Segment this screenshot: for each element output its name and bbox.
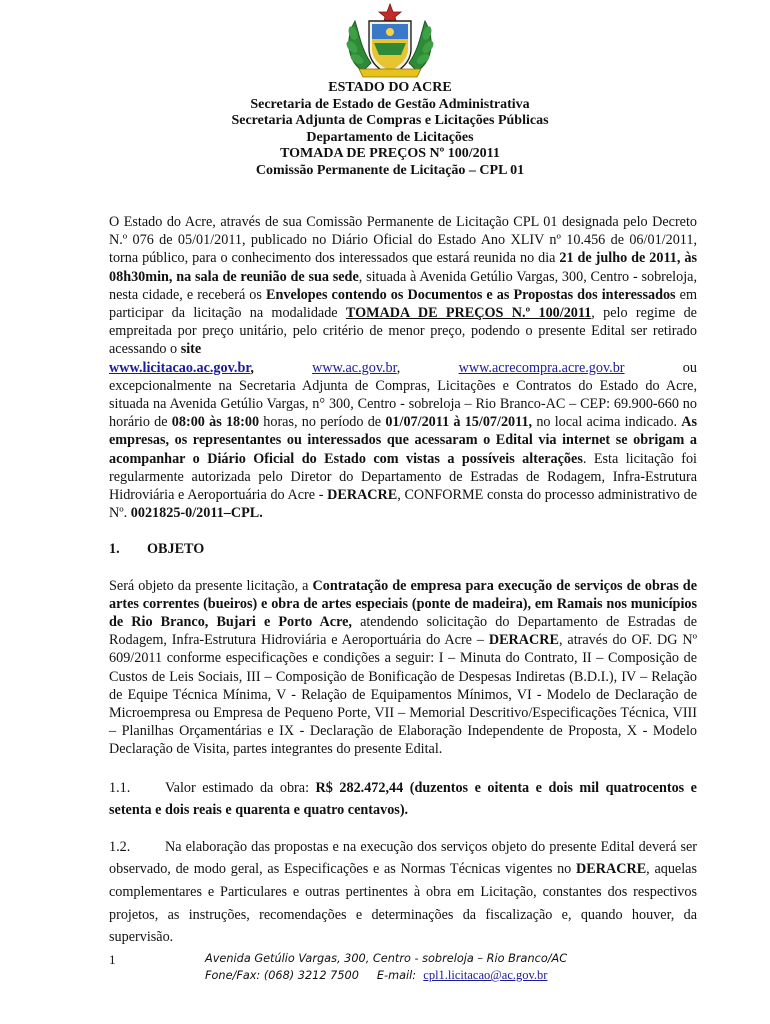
page-number: 1 <box>109 952 116 967</box>
header-state: ESTADO DO ACRE <box>328 80 452 95</box>
section-1-heading: 1. OBJETO <box>109 541 205 558</box>
footer-address: Avenida Getúlio Vargas, 300, Centro - sobreloja – Rio Branco/AC <box>205 952 568 965</box>
item-1-1-paragraph: 1.1. Valor estimado da obra: R$ 282.472,44 (duzentos e oitenta e dois mil quatrocentos e setenta e dois reais e quarenta e quatro centavos). <box>109 779 697 819</box>
footer-contact: Fone/Fax: (068) 3212 7500 E-mail: cpl1.licitacao@ac.gov.br <box>205 968 548 982</box>
header-department: Departamento de Licitações <box>306 129 474 145</box>
link-ac-gov[interactable]: www.ac.gov.br <box>312 359 397 376</box>
header-secretariat: Secretaria de Estado de Gestão Administrativa <box>250 96 530 112</box>
document-header <box>100 80 680 180</box>
item-1-2-paragraph: 1.2. Na elaboração das propostas e na execução dos serviços objeto do presente Edital deverá ser observado, de modo geral, as Especificações e as Normas Técnicas vigentes no DERACRE, aquelas complementares e Particulares e outras pertinentes à obra em Licitação, constantes dos respectivos projetos, as instruções, recomendações e determinações da fiscalização e, quando houver, da supervisão. <box>109 838 697 946</box>
header-tender-title: TOMADA DE PREÇOS Nº 100/2011 <box>280 146 500 162</box>
link-licitacao[interactable]: www.licitacao.ac.gov.br <box>109 359 251 376</box>
footer <box>205 950 567 984</box>
header-commission: Comissão Permanente de Licitação – CPL 01 <box>255 162 525 178</box>
links-line: www.licitacao.ac.gov.br, www.ac.gov.br, www.acrecompra.acre.gov.br ou <box>109 359 697 376</box>
coat-of-arms-icon <box>341 3 439 79</box>
intro-paragraph: O Estado do Acre, através de sua Comissão Permanente de Licitação CPL 01 designada pelo Decreto N.º 076 de 05/01/2011, publicado no Diário Oficial do Estado Ano XLIV nº 10.456 de 06/01/2011, torna público, para o conhecimento dos interessados que estará reunida no dia 21 de julho de 2011, às 08h30min, na sala de reunião de sua sede, situada à Avenida Getúlio Vargas, 300, Centro - sobreloja, nesta cidade, e receberá os Envelopes contendo os Documentos e as Propostas dos interessados em participar da licitação na modalidade TOMADA DE PREÇOS N.º 100/2011, pelo regime de empreitada por preço unitário, pelo critério de menor preço, podendo o presente Edital ser retirado acessando o site www.licitacao.ac.gov.br, www.ac.gov.br, www.acrecompra.acre.gov.br ou excepcionalmente na Secretaria Adjunta de Compras, Licitações e Contratos do Estado do Acre, situada na Avenida Getúlio Vargas, n° 300, Centro - sobreloja – Rio Branco-AC – CEP: 69.900-660 no horário de 08:00 às 18:00 horas, no período de 01/07/2011 à 15/07/2011, no local acima indicado. As empresas, os representantes ou interessados que acessaram o Edital via internet se obrigam a acompanhar o Diário Oficial do Estado com vistas a possíveis alterações. Esta licitação foi regularmente autorizada pelo Diretor do Departamento de Estradas de Rodagem, Infra-Estrutura Hidroviária e Aeroportuária do Acre - DERACRE, CONFORME consta do processo administrativo de Nº. 0021825-0/2011–CPL. <box>109 214 698 522</box>
link-acrecompra[interactable]: www.acrecompra.acre.gov.br <box>458 359 625 376</box>
section-1-paragraph: Será objeto da presente licitação, a Contratação de empresa para execução de serviços de obras de artes correntes (bueiros) e obra de artes especiais (ponte de madeira), em Ramais nos municípios de Rio Branco, Bujari e Porto Acre, atendendo solicitação do Departamento de Estradas de Rodagem, Infra-Estrutura Hidroviária e Aeroportuária do Acre – DERACRE, através do OF. DG Nº 609/2011 conforme especificações e condições a seguir: I – Minuta do Contrato, II – Composição de Custos de Leis Sociais, III – Composição de Bonificação de Despesas Indiretas (B.D.I.), IV – Relação de Equipe Técnica Mínima, V - Relação de Equipamentos Mínimos, VI - Modelo de Declaração de Microempresa ou Empresa de Pequeno Porte, VII – Memorial Descritivo/Especificações Técnica, VIII – Planilhas Orçamentárias e IX - Declaração de Elaboração Independente de Proposta, X - Modelo Declaração de Visita, partes integrantes do presente Edital. <box>109 577 697 758</box>
footer-email-link[interactable]: cpl1.licitacao@ac.gov.br <box>423 968 548 982</box>
document-body <box>109 213 697 949</box>
header-adjunct-secretariat: Secretaria Adjunta de Compras e Licitações Públicas <box>231 113 549 129</box>
